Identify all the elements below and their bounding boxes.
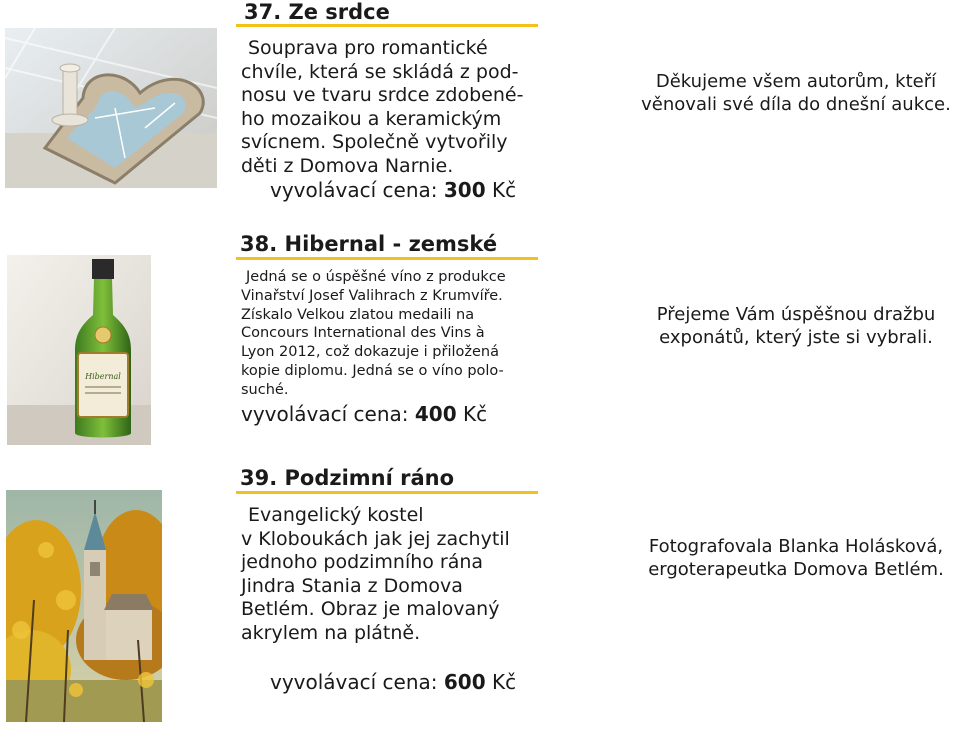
price-label: vyvolávací cena:	[241, 402, 409, 426]
item-37-price	[270, 178, 516, 202]
thanks-note	[620, 70, 960, 116]
price-currency: Kč	[463, 402, 488, 426]
price-value: 300	[443, 178, 486, 202]
description-line: Concours International des Vins à	[241, 325, 485, 342]
price-currency: Kč	[492, 670, 517, 694]
item-37-title: 37. Ze srdce	[244, 0, 390, 24]
description-line: chvíle, která se skládá z pod-	[241, 60, 519, 83]
description-line: Jindra Stania z Domova	[241, 574, 463, 597]
description-line: Lyon 2012, což dokazuje i přiložená	[241, 344, 499, 361]
price-value: 400	[414, 402, 457, 426]
wishes-line: exponátů, který jste si vybrali.	[659, 327, 933, 348]
description-line: v Kloboukách jak jej zachytil	[241, 527, 510, 550]
credits-line: Fotografovala Blanka Holásková,	[648, 536, 944, 557]
bottle-label-text: Hibernal	[85, 372, 121, 381]
price-value: 600	[443, 670, 486, 694]
description-line: akrylem na plátně.	[241, 621, 421, 644]
item-39-photo	[6, 490, 162, 722]
description-line: nosu ve tvaru srdce zdobené-	[241, 84, 524, 106]
wishes-note	[620, 303, 960, 349]
item-37-description	[241, 37, 523, 178]
item-38-title-underline	[236, 257, 538, 260]
item-39-price	[270, 670, 516, 694]
description-line: svícnem. Společně vytvořily	[241, 131, 508, 153]
price-label: vyvolávací cena:	[270, 670, 438, 694]
description-line: Betlém. Obraz je malovaný	[241, 598, 500, 620]
item-38-description	[241, 268, 506, 400]
credits-line: ergoterapeutka Domova Betlém.	[648, 559, 944, 580]
description-line: suché.	[241, 381, 289, 398]
description-line: děti z Domova Narnie.	[241, 154, 454, 177]
credits-note	[620, 535, 960, 581]
price-currency: Kč	[492, 178, 517, 202]
item-37-title-underline	[236, 24, 538, 27]
description-line: jednoho podzimního rána	[241, 551, 484, 573]
item-39-description	[241, 504, 510, 645]
description-line: Jedná se o úspěšné víno z produkce	[246, 269, 506, 285]
thanks-line: Děkujeme všem autorům, kteří	[655, 71, 937, 92]
wishes-line: Přejeme Vám úspěšnou dražbu	[656, 304, 936, 325]
description-line: Evangelický kostel	[248, 504, 424, 526]
thanks-line: věnovali své díla do dnešní aukce.	[641, 94, 951, 115]
description-line: Získalo Velkou zlatou medaili na	[241, 306, 475, 323]
item-38-photo	[7, 255, 151, 445]
description-line: Souprava pro romantické	[248, 37, 488, 59]
item-38-price	[241, 402, 487, 426]
item-38-title: 38. Hibernal - zemské	[240, 232, 498, 256]
item-39-title-underline	[236, 491, 538, 494]
description-line: Vinařství Josef Valihrach z Krumvíře.	[241, 287, 503, 304]
description-line: kopie diplomu. Jedná se o víno polo-	[241, 362, 504, 379]
description-line: ho mozaikou a keramickým	[241, 107, 502, 130]
item-37-photo	[5, 28, 217, 188]
item-39-title: 39. Podzimní ráno	[240, 466, 455, 490]
price-label: vyvolávací cena:	[270, 178, 438, 202]
